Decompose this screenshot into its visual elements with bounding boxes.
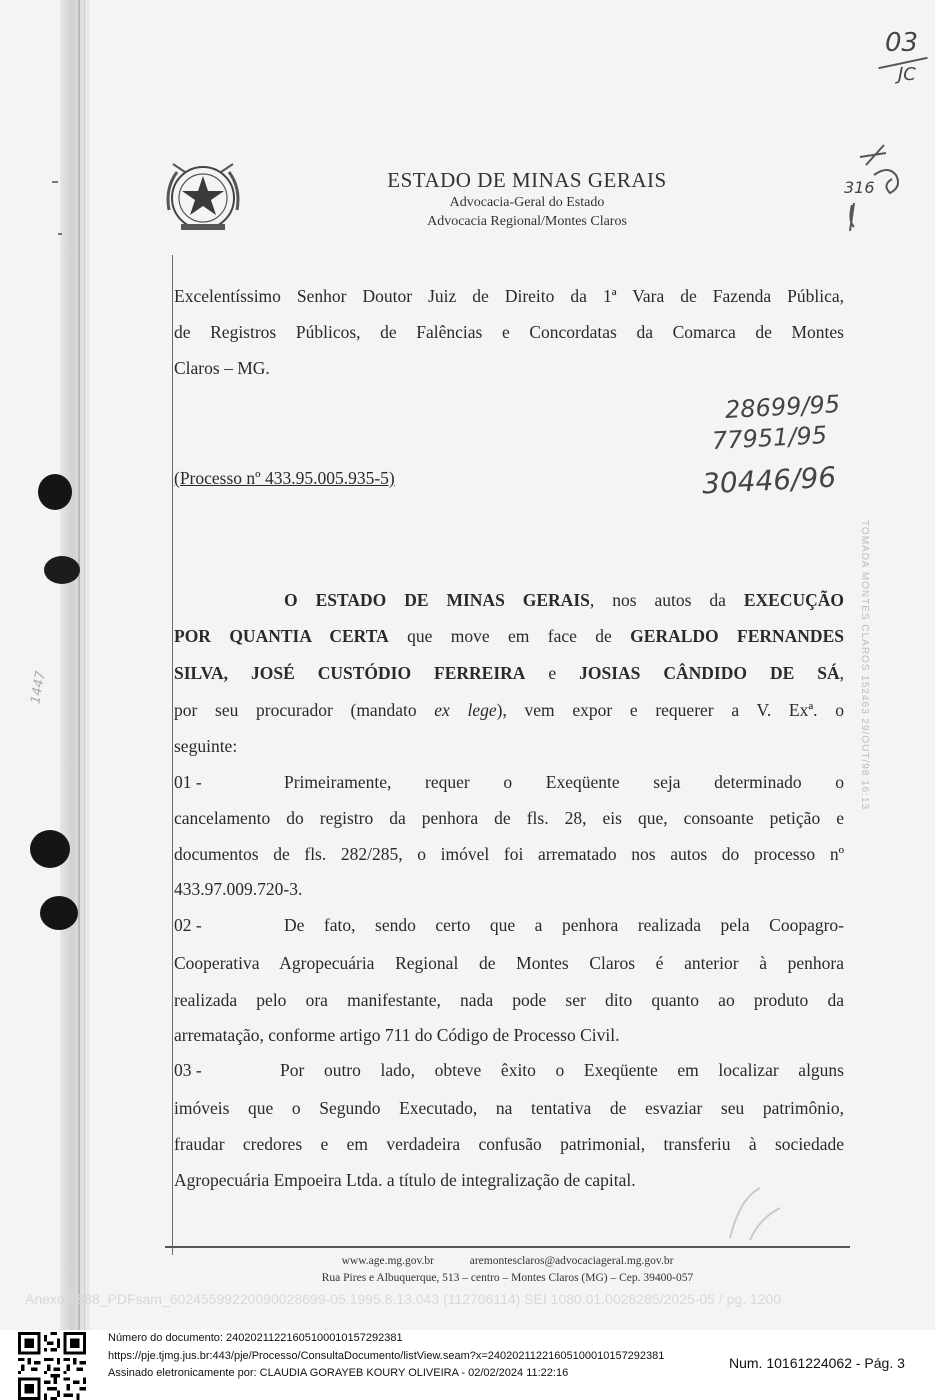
intro-text: e [525,663,580,683]
intro-text: que move em face de [388,626,631,646]
item-01-line-3: documentos de fls. 282/285, o imóvel foi arrematado nos autos do processo nº [174,844,844,864]
intro-line-3 [174,663,844,684]
item-01-line-1: Primeiramente, requer o Exeqüente seja determinado o [284,772,844,792]
punch-hole [44,556,80,584]
letterhead-line2: Advocacia Regional/Montes Claros [427,214,627,229]
document-number: Número do documento: 24020211221605100010157292381 [108,1332,403,1344]
footer-email: aremontesclaros@advocaciageral.mg.gov.br [469,1255,674,1267]
letterhead-title: ESTADO DE MINAS GERAIS [387,168,667,192]
letterhead-line1: Advocacia-Geral do Estado [449,195,605,210]
item-01-number: 01 - [174,772,202,792]
qr-code-icon [18,1332,86,1400]
page-number: Num. 10161224062 - Pág. 3 [729,1355,905,1371]
address-line-2: de Registros Públicos, de Falências e Concordatas da Comarca de Montes [174,322,844,342]
item-02-line-2: Cooperativa Agropecuária Regional de Montes Claros é anterior à penhora [174,953,844,973]
punch-hole [38,474,72,510]
item-03-line-4: Agropecuária Empoeira Ltda. a título de integralização de capital. [174,1170,636,1190]
intro-line-1 [174,590,844,611]
process-number: (Processo nº 433.95.005.935-5) [174,468,395,488]
sei-watermark: Anexo 1888_PDFsam_6024559922009002869​9-05.1995.8.13.043 (112706114) SEI 1080.01.0028285/2025-05 / pg. 1200 [25,1291,782,1307]
document-url[interactable]: https://pje.tjmg.jus.br:443/pje/Processo/ConsultaDocumento/listView.seam?x=24020211221605100010157292381 [108,1349,665,1362]
footer-address: Rua Pires e Albuquerque, 513 – centro – Montes Claros (MG) – Cep. 39400-057 [321,1272,694,1284]
item-02-line-4: arrematação, conforme artigo 711 do Código de Processo Civil. [174,1025,620,1045]
defendant-3: JOSIAS CÂNDIDO DE SÁ [579,663,840,683]
footer-site: www.age.mg.gov.br [341,1255,434,1267]
handwritten-margin-note: 1447 [28,669,49,706]
item-03-line-3: fraudar credores e em verdadeira confusão patrimonial, transferiu à sociedade [174,1134,844,1154]
item-01-line-4: 433.97.009.720-3. [174,879,303,899]
scan-mark [52,181,58,183]
item-03-number: 03 - [174,1060,202,1080]
punch-hole [40,896,78,930]
letterhead [372,168,682,231]
fold-line-secondary [84,0,85,1330]
document-metadata [108,1330,664,1383]
handwritten-page-bottom: JC [898,64,916,85]
reception-stamp: TOMADA MONTES CLAROS 152463 29/OUT/98 16:13 [859,520,870,811]
latin-term: ex lege [434,700,497,720]
footer-rule [165,1246,850,1248]
item-02-line-1: De fato, sendo certo que a penhora realizada pela Coopagro- [284,915,844,935]
rubric-signature-icon [846,135,916,235]
fold-line [78,0,80,1330]
defendant-names: SILVA, JOSÉ CUSTÓDIO FERREIRA [174,663,526,683]
handwritten-ref-1: 28699/95 [724,390,841,424]
intro-line-2 [174,626,844,647]
item-03-line-1: Por outro lado, obteve êxito o Exeqüente em localizar alguns [280,1060,844,1080]
intro-line-5: seguinte: [174,736,238,756]
intro-line-4 [174,700,844,721]
punch-hole [30,830,70,868]
intro-text: , [839,663,844,683]
footer-contacts [165,1255,850,1267]
scan-mark [58,233,62,235]
handwritten-page-top: 03 [885,28,919,58]
defendant-1: GERALDO FERNANDES [630,626,844,646]
item-03-line-2: imóveis que o Segundo Executado, na tentativa de esvaziar seu patrimônio, [174,1098,844,1118]
action-type-cont: POR QUANTIA CERTA [174,626,389,646]
action-type: EXECUÇÃO [743,590,844,610]
binder-shadow [60,0,90,1330]
item-01-line-2: cancelamento do registro da penhora de fls. 28, eis que, consoante petição e [174,808,844,828]
party-plaintiff: O ESTADO DE MINAS GERAIS [284,590,590,610]
address-line-1: Excelentíssimo Senhor Doutor Juiz de Direito da 1ª Vara de Fazenda Pública, [174,286,844,306]
handwritten-ref-2: 77951/95 [711,421,828,455]
margin-rule [172,255,173,1255]
item-02-number: 02 - [174,915,202,935]
handwritten-mark-icon [720,1178,790,1248]
signature-info: Assinado eletronicamente por: CLAUDIA GORAYEB KOURY OLIVEIRA - 02/02/2024 11:22:16 [108,1367,569,1379]
address-line-3: Claros – MG. [174,358,270,378]
state-emblem-icon [163,158,243,236]
item-02-line-3: realizada pelo ora manifestante, nada pode ser dito quanto ao produto da [174,990,844,1010]
intro-text: por seu procurador (mandato [174,700,435,720]
intro-text: , nos autos da [589,590,744,610]
handwritten-folio: 316 [844,178,875,197]
intro-text: ), vem expor e requerer a V. Exª. o [496,700,844,720]
handwritten-ref-3: 30446/96 [701,460,837,501]
